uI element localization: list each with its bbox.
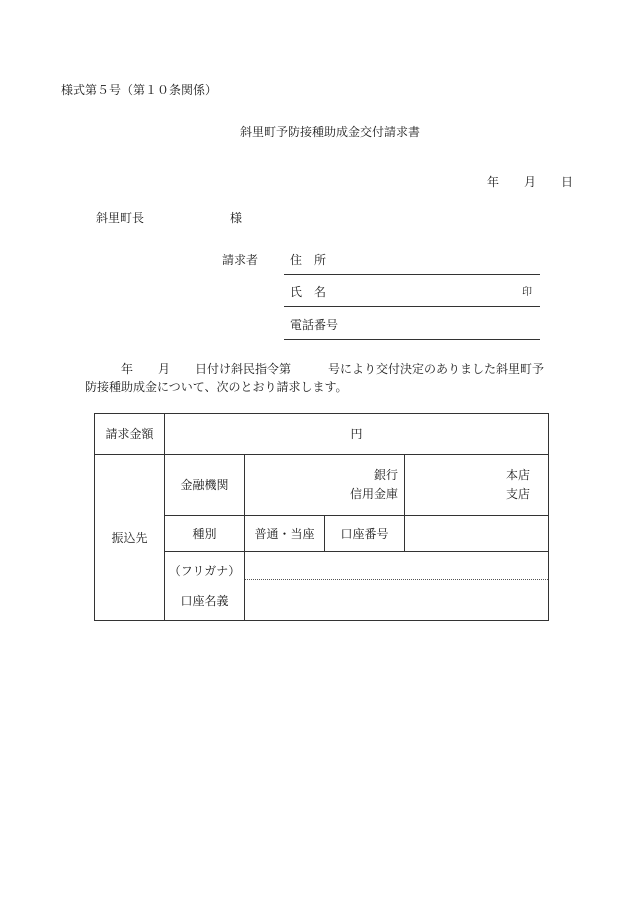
date-year-label: 年 — [487, 175, 500, 189]
name-label: 氏 名 — [290, 285, 327, 299]
furigana-label: （フリガナ） — [168, 564, 241, 578]
type-label: 種別 — [192, 526, 217, 541]
date-month-label: 月 — [524, 175, 537, 189]
body-month: 月 — [158, 362, 171, 376]
body-text-part1: 日付け斜民指令第 — [195, 362, 292, 376]
transfer-label-cell — [95, 455, 165, 621]
transfer-label: 振込先 — [111, 530, 148, 545]
account-number-value-cell[interactable] — [405, 516, 549, 552]
form-number: 様式第５号（第１０条関係） — [61, 83, 218, 97]
transfer-table — [94, 413, 549, 621]
amount-unit: 円 — [350, 427, 363, 441]
body-year: 年 — [121, 362, 134, 376]
type-options: 普通・当座 — [254, 526, 315, 541]
body-text-part2: 号により交付決定のありました斜里町予 — [328, 362, 545, 376]
requester-label: 請求者 — [222, 253, 259, 267]
head-office-label: 本店 — [506, 468, 531, 482]
institution-name-cell[interactable] — [245, 455, 405, 516]
address-underline — [284, 274, 540, 275]
address-label: 住 所 — [290, 253, 327, 267]
account-number-label: 口座番号 — [340, 526, 389, 541]
name-underline — [284, 306, 540, 307]
document-title: 斜里町予防接種助成金交付請求書 — [240, 125, 421, 139]
type-label-cell — [165, 516, 245, 552]
amount-value-cell[interactable] — [165, 414, 549, 455]
branch-label: 支店 — [506, 487, 531, 501]
account-name-label-cell — [165, 552, 245, 621]
type-options-cell[interactable] — [245, 516, 325, 552]
account-name-value-cell[interactable] — [245, 552, 549, 621]
body-text-line2: 防接種助成金について、次のとおり請求します。 — [85, 380, 348, 394]
amount-label: 請求金額 — [105, 427, 154, 441]
institution-label: 金融機関 — [180, 478, 229, 492]
seal-mark: 印 — [522, 287, 532, 298]
amount-label-cell — [95, 414, 165, 455]
branch-name-cell[interactable] — [405, 455, 549, 516]
addressee-name: 斜里町長 — [96, 211, 145, 225]
bank-label: 銀行 — [373, 468, 398, 482]
account-number-label-cell — [325, 516, 405, 552]
phone-label: 電話番号 — [290, 318, 339, 332]
credit-union-label: 信用金庫 — [349, 487, 398, 501]
furigana-divider — [245, 579, 548, 580]
addressee-honorific: 様 — [230, 211, 243, 225]
account-name-label: 口座名義 — [180, 594, 229, 608]
date-day-label: 日 — [561, 175, 574, 189]
institution-label-cell — [165, 455, 245, 516]
phone-underline — [284, 339, 540, 340]
